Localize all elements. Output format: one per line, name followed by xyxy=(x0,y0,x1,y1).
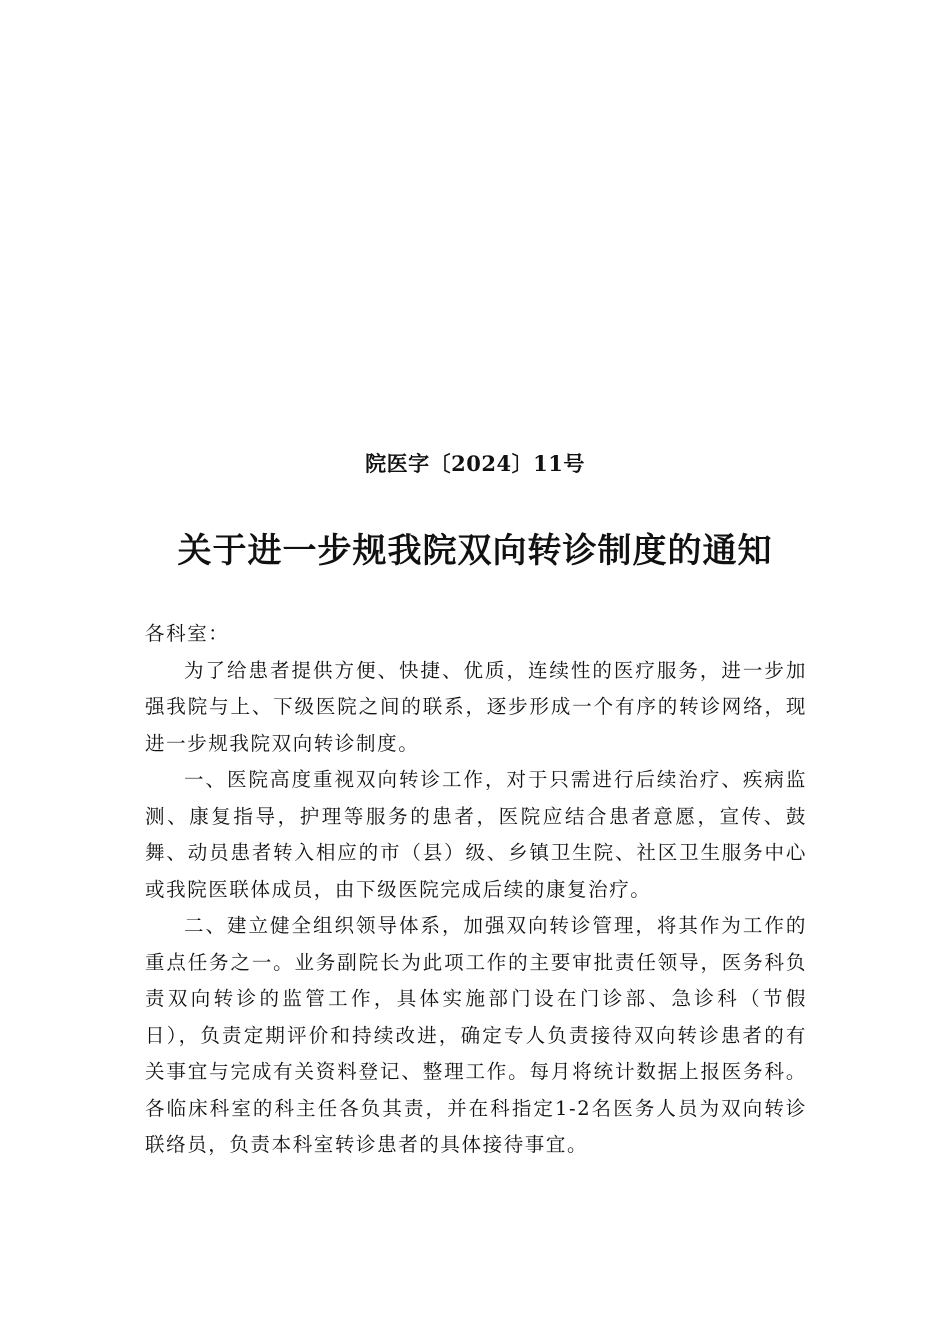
paragraph-item-2: 二、建立健全组织领导体系，加强双向转诊管理，将其作为工作的重点任务之一。业务副院长为此项工作的主要审批责任领导，医务科负责双向转诊的监管工作，具体实施部门设在门诊部、急诊科（节假日），负责定期评价和持续改进，确定专人负责接待双向转诊患者的有关事宜与完成有关资料登记、整理工作。每月将统计数据上报医务科。各临床科室的科主任各负其责，并在科指定1-2名医务人员为双向转诊联络员，负责本科室转诊患者的具体接待事宜。 xyxy=(145,914,807,1156)
salutation: 各科室： xyxy=(145,622,230,645)
document-number: 院医字〔2024〕11号 xyxy=(365,451,585,476)
document-body xyxy=(145,616,807,1164)
paragraph-item-1: 一、医院高度重视双向转诊工作，对于只需进行后续治疗、疾病监测、康复指导，护理等服务的患者，医院应结合患者意愿，宣传、鼓舞、动员患者转入相应的市（县）级、乡镇卫生院、社区卫生服务中心或我院医联体成员，由下级医院完成后续的康复治疗。 xyxy=(145,768,807,901)
paragraph-intro: 为了给患者提供方便、快捷、优质，连续性的医疗服务，进一步加强我院与上、下级医院之间的联系，逐步形成一个有序的转诊网络，现进一步规我院双向转诊制度。 xyxy=(145,658,807,755)
document-title: 关于进一步规我院双向转诊制度的通知 xyxy=(177,531,773,571)
